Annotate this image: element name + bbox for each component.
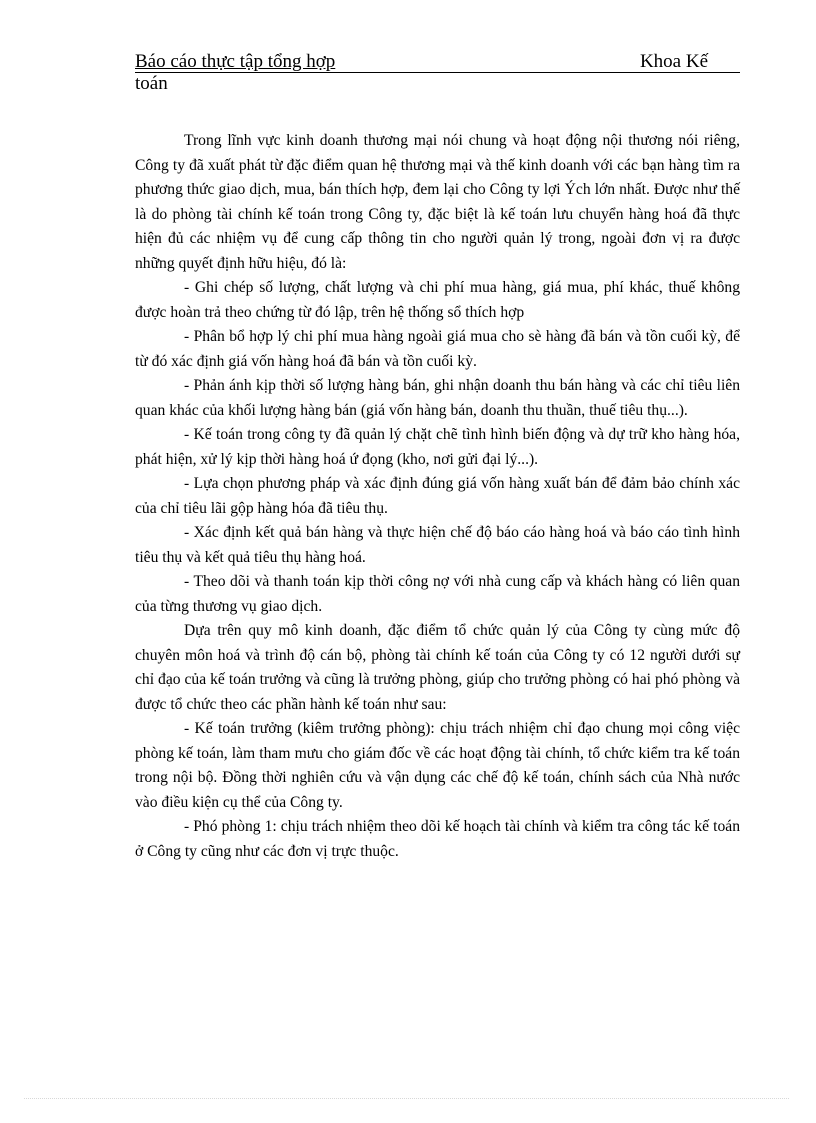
paragraph: - Kế toán trưởng (kiêm trưởng phòng): chịu trách nhiệm chỉ đạo chung mọi công việc phòng kế toán, làm tham mưu cho giám đốc về các hoạt động tài chính, tổ chức kiểm tra kế toán trong nội bộ. Đồng thời nghiên cứu và vận dụng các chế độ kế toán, chính sách của Nhà nước vào điều kiện cụ thể của Công ty. — [135, 720, 740, 811]
paragraph: - Phản ánh kịp thời số lượng hàng bán, ghi nhận doanh thu bán hàng và các chỉ tiêu liên quan khác của khối lượng hàng bán (giá vốn hàng bán, doanh thu thuần, thuế tiêu thụ...). — [135, 377, 740, 419]
header-department-continuation: toán — [135, 73, 168, 94]
page-footer-rule — [24, 1098, 789, 1099]
paragraph: - Xác định kết quả bán hàng và thực hiện chế độ báo cáo hàng hoá và báo cáo tình hình tiêu thụ và kết quả tiêu thụ hàng hoá. — [135, 524, 740, 566]
header-title: Báo cáo thực tập tổng hợp — [135, 51, 336, 72]
paragraph: - Kế toán trong công ty đã quản lý chặt chẽ tình hình biến động và dự trữ kho hàng hóa, phát hiện, xử lý kịp thời hàng hoá ứ đọng (kho, nơi gửi đại lý...). — [135, 426, 740, 468]
paragraph: - Phó phòng 1: chịu trách nhiệm theo dõi kế hoạch tài chính và kiểm tra công tác kế toán ở Công ty cũng như các đơn vị trực thuộc. — [135, 818, 740, 860]
header-rule — [135, 51, 740, 73]
page-header — [135, 51, 740, 95]
paragraph: - Theo dõi và thanh toán kịp thời công nợ với nhà cung cấp và khách hàng có liên quan của từng thương vụ giao dịch. — [135, 573, 740, 615]
header-department: Khoa Kế — [639, 51, 708, 72]
paragraph: Dựa trên quy mô kinh doanh, đặc điểm tổ chức quản lý của Công ty cùng mức độ chuyên môn hoá và trình độ cán bộ, phòng tài chính kế toán của Công ty có 12 người dưới sự chỉ đạo của kế toán trưởng và cũng là trưởng phòng, giúp cho trưởng phòng có hai phó phòng và được tổ chức theo các phần hành kế toán như sau: — [135, 622, 740, 713]
paragraph: - Lựa chọn phương pháp và xác định đúng giá vốn hàng xuất bán để đảm bảo chính xác của chỉ tiêu lãi gộp hàng hóa đã tiêu thụ. — [135, 475, 740, 517]
document-body — [135, 129, 740, 864]
paragraph: - Ghi chép số lượng, chất lượng và chi phí mua hàng, giá mua, phí khác, thuế không được hoàn trả theo chứng từ đó lập, trên hệ thống sổ thích hợp — [135, 279, 740, 321]
paragraph: Trong lĩnh vực kinh doanh thương mại nói chung và hoạt động nội thương nói riêng, Công ty đã xuất phát từ đặc điểm quan hệ thương mại và thế kinh doanh với các bạn hàng tìm ra phương thức giao dịch, mua, bán thích hợp, đem lại cho Công ty lợi Ých lớn nhất. Được như thế là do phòng tài chính kế toán trong Công ty, đặc biệt là kế toán lưu chuyển hàng hoá đã thực hiện đủ các nhiệm vụ để cung cấp thông tin cho người quản lý trong, ngoài đơn vị ra được những quyết định hữu hiệu, đó là: — [135, 132, 740, 272]
paragraph: - Phân bổ hợp lý chi phí mua hàng ngoài giá mua cho sè hàng đã bán và tồn cuối kỳ, để từ đó xác định giá vốn hàng hoá đã bán và tồn cuối kỳ. — [135, 328, 740, 370]
